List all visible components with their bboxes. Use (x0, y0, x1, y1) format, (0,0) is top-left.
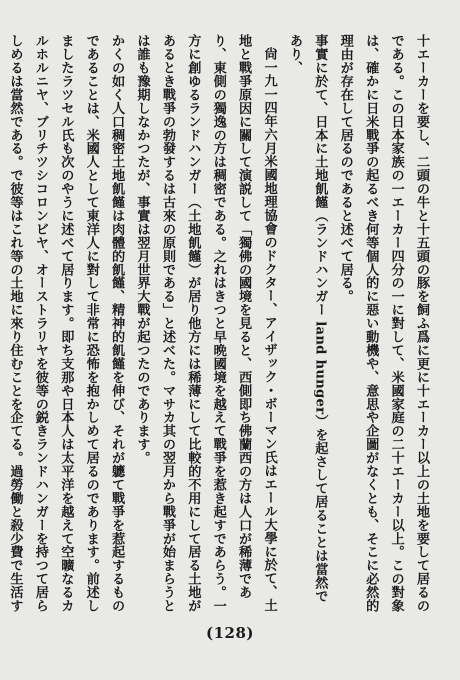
vertical-body-text (7, 34, 434, 614)
paragraph-4: かくの如く人口稠密土地飢饉は肉體的飢饉、精神的飢饉を伸び、それが軈て戰爭を惹起するものであることは、米國人として東洋人に對して非常に恐怖を抱かしめて居るのであります。前述しましたラツセル氏も次のやうに述べて居ります。即ち支那や日本人は太平洋を越えて空曠なるカルホルニヤ、ブリチツシコロンビヤ、オーストラリヤを彼等の鋭きランドハンガーを持つて居らしめるは當然である。で彼等はこれ等の土地に來り住むことを企てる。過勞働と殺少費で生活す (7, 34, 125, 613)
page-number: (128) (205, 624, 254, 642)
paragraph-2: 事實に於て、日本に土地飢饉（ランドハンガー land hunger）を起さして居ることは當然であり、 (286, 34, 328, 603)
paragraph-1: 十エーカーを要し、二頭の牛と十五頭の豚を飼ふ爲に更に十エーカー以上の土地を要して居るのである。この日本家族の一エーカー四分の一に對して、米國家庭の二十エーカー以上。この對象は、確かに日米戰爭の起るべき何等個人的に惡い動機や、意思や企圖がなくとも、そこに必然的理由が存在して居るのであると述べて居る。 (337, 34, 429, 613)
paragraph-3: 尙一九一四年六月米國地理協會のドクター、アイザック・ボーマン氏はエール大學に於て、土地と戰爭原因に關して演説して「獨佛の國境を見ると、西側即ち佛蘭西の方は人口が稀薄であり、東側の獨逸の方は稠密である。之れはきつと早晩國境を越えて戰爭を惹き起すであらう。一方に創ゆるランドハンガー（土地飢饉）が居り他方には稀薄にして比較的不用にして居る土地があるとき戰爭の勃發するは古來の原則である」と述べた。マサカ其の翌月から戰爭が始まらうとは誰も豫期しなかつたが、事實は翌月世界大戰が起つたのであります。 (134, 34, 277, 613)
